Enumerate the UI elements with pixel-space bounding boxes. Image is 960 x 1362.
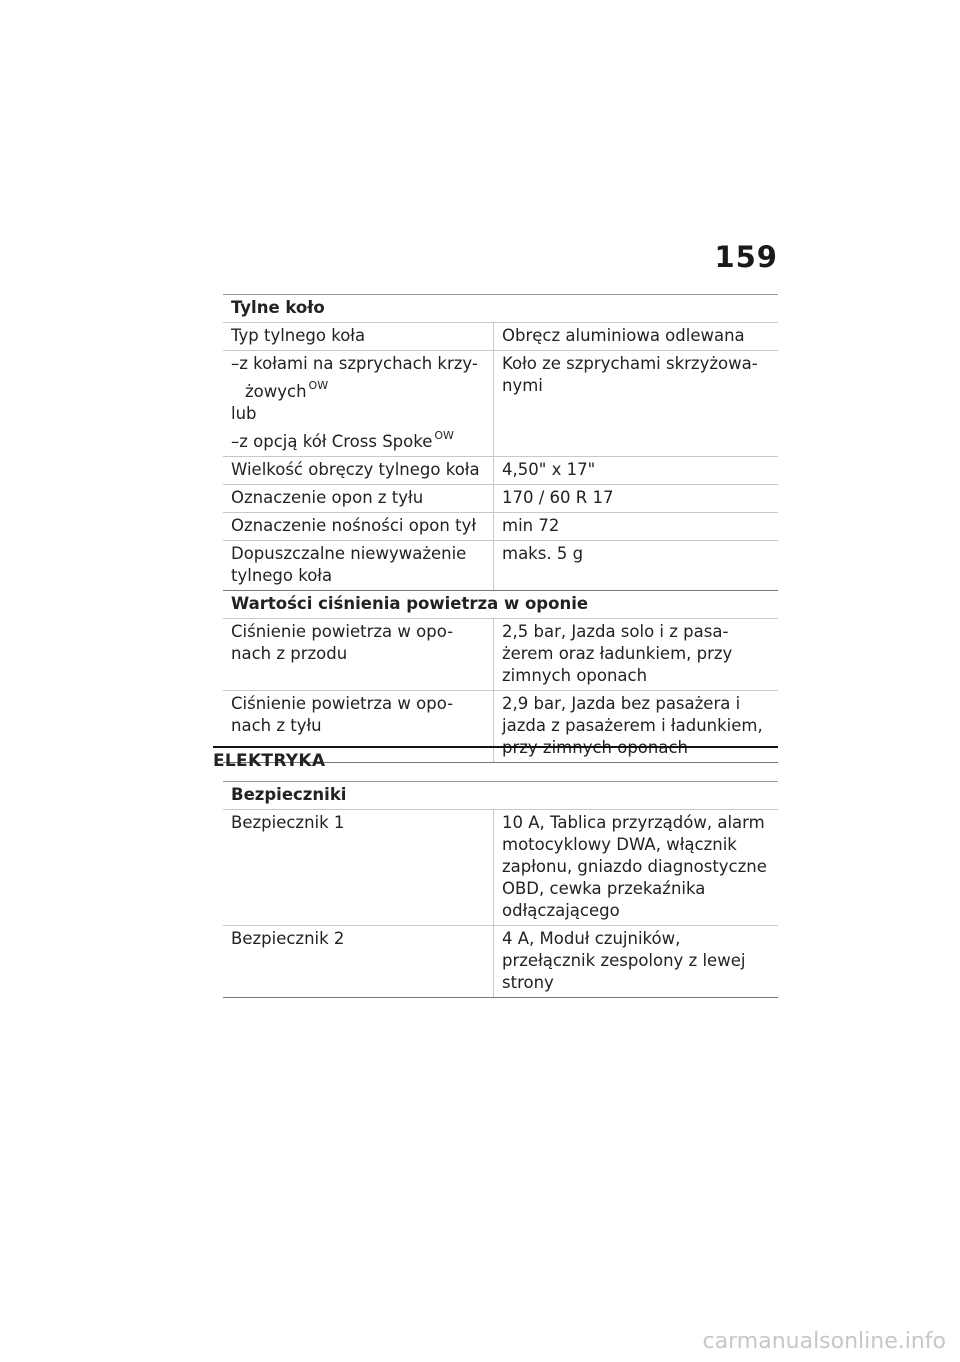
table-row <box>223 351 778 457</box>
row-value: 4 A, Moduł czujników, przełącznik zespolony z lewej strony <box>493 926 778 997</box>
table-row <box>223 810 778 926</box>
label-text: żowych <box>245 382 307 401</box>
row-label-wheel-options <box>223 351 493 456</box>
rear-wheel-table <box>223 294 778 763</box>
row-label: Wielkość obręczy tylnego koła <box>231 460 480 479</box>
chapter-heading <box>213 746 778 771</box>
row-value: 2,9 bar, Jazda bez pasażera i jazda z pasażerem i ładunkiem, przy zimnych oponach <box>493 691 778 762</box>
table-row <box>223 323 778 351</box>
row-label: Oznaczenie nośności opon tył <box>231 516 477 535</box>
row-value: min 72 <box>493 513 778 540</box>
row-value: 170 / 60 R 17 <box>493 485 778 512</box>
row-label: Typ tylnego koła <box>231 326 366 345</box>
table-row <box>223 485 778 513</box>
row-value: maks. 5 g <box>493 541 778 590</box>
option-cross-spoke-line3: –z opcją kół Cross Spoke <box>231 432 433 451</box>
row-label: Bezpiecznik 1 <box>231 813 345 832</box>
optional-equipment-marker: OW <box>434 429 454 442</box>
row-value: 10 A, Tablica przyrządów, alarm motocyklowy DWA, włącznik zapłonu, gniazdo diagnostyczne OBD, cewka przekaźnika odłączającego <box>493 810 778 925</box>
row-value: 4,50" x 17" <box>493 457 778 484</box>
or-text: lub <box>231 404 257 423</box>
section-title-tire-pressure: Wartości ciśnienia powietrza w oponie <box>223 591 778 619</box>
row-value: Obręcz aluminiowa odlewana <box>493 323 778 350</box>
row-value: 2,5 bar, Jazda solo i z pasa- żerem oraz ładunkiem, przy zimnych oponach <box>493 619 778 690</box>
table-row <box>223 457 778 485</box>
table-row <box>223 619 778 691</box>
fuses-table <box>223 781 778 998</box>
table-row <box>223 926 778 998</box>
optional-equipment-marker: OW <box>308 379 329 392</box>
row-label: Oznaczenie opon z tyłu <box>231 488 424 507</box>
table-row <box>223 513 778 541</box>
page-number: 159 <box>714 240 778 274</box>
option-cross-spoke-line1: –z kołami na szprychach krzy- <box>231 354 478 373</box>
watermark: carmanualsonline.info <box>702 1329 946 1354</box>
chapter-title: ELEKTRYKA <box>213 751 326 771</box>
row-label: Ciśnienie powietrza w opo- nach z przodu <box>231 622 454 663</box>
table-row <box>223 541 778 591</box>
row-label: Ciśnienie powietrza w opo- nach z tyłu <box>231 694 454 735</box>
row-label: Dopuszczalne niewyważenie tylnego koła <box>231 544 467 585</box>
section-title-fuses: Bezpieczniki <box>223 782 778 810</box>
row-value: Koło ze szprychami skrzyżowa- nymi <box>493 351 778 456</box>
row-label: Bezpiecznik 2 <box>231 929 345 948</box>
section-title-rear-wheel: Tylne koło <box>223 295 778 323</box>
option-cross-spoke-line2 <box>231 375 493 403</box>
